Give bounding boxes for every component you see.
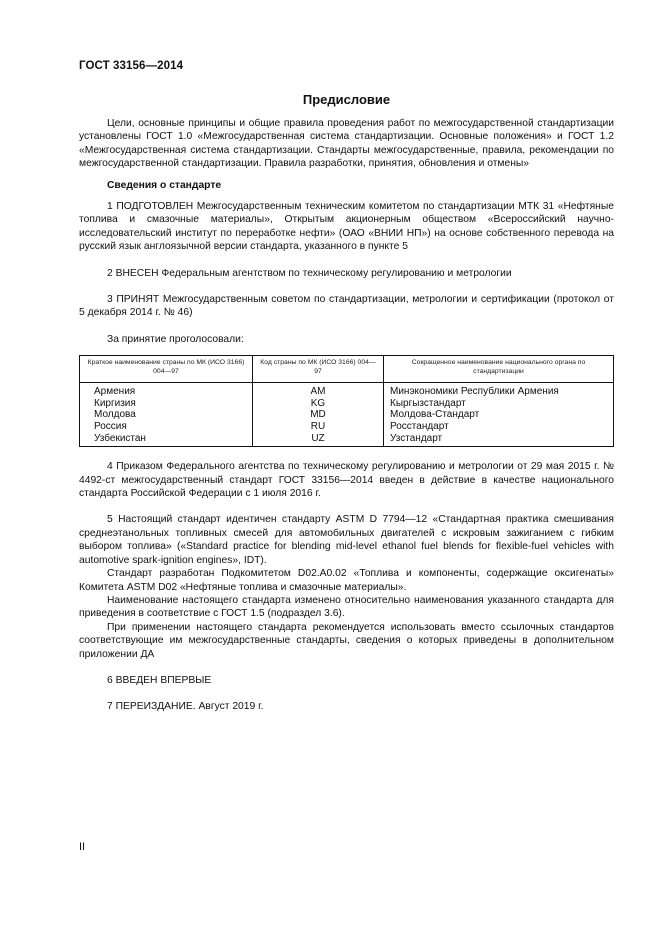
item-3-paragraph: 3 ПРИНЯТ Межгосударственным советом по стандартизации, метрологии и сертификации (протокол от 5 декабря 2014 г. № 46) — [79, 294, 614, 319]
country-cell: Россия — [80, 421, 253, 433]
votes-header-code: Код страны по МК (ИСО 3166) 004—97 — [253, 356, 384, 383]
item-5-name-change-paragraph: Наименование настоящего стандарта изменено относительно наименования указанного стандарта для приведения в соответствие с ГОСТ 1.5 (подраздел 3.6). — [79, 594, 614, 620]
code-cell: UZ — [253, 433, 384, 447]
country-cell: Армения — [80, 383, 253, 398]
spacer — [79, 687, 614, 700]
item-1-paragraph: 1 ПОДГОТОВЛЕН Межгосударственным техническим комитетом по стандартизации МТК 31 «Нефтяные топлива и смазочные материалы», Открытым акционерным обществом «Всероссийский научно-исследовательский институт по переработке нефти» (ОАО «ВНИИ НП») на основе собственного перевода на русский язык англоязычной версии стандарта, указанного в пункте 5 — [79, 201, 614, 253]
agency-cell: Кыргызстандарт — [390, 397, 466, 409]
table-row — [80, 433, 614, 447]
code-cell: KG — [253, 398, 384, 410]
item-4-paragraph: 4 Приказом Федерального агентства по техническому регулированию и метрологии от 29 мая 2015 г. № 4492-ст межгосударственный стандарт ГОСТ 33156—2014 введен в действие в качестве национального стандарта Российской Федерации с 1 июля 2016 г. — [79, 461, 614, 500]
votes-header-body: Сокращенное наименование национального органа по стандартизации — [384, 356, 614, 383]
spacer — [79, 320, 614, 333]
item-5-references-paragraph: При применении настоящего стандарта рекомендуется использовать вместо ссылочных стандартов соответствующие им межгосударственные стандарты, сведения о которых приведены в дополнительном приложении ДА — [79, 621, 614, 660]
page-number: II — [79, 841, 86, 853]
agency-cell: Минэкономики Республики Армения — [390, 386, 559, 398]
item-2-paragraph: 2 ВНЕСЕН Федеральным агентством по техническому регулированию и метрологии — [107, 267, 512, 279]
spacer — [79, 254, 614, 267]
table-row — [80, 409, 614, 421]
spacer — [79, 192, 614, 200]
document-code-header: ГОСТ 33156—2014 — [79, 60, 184, 72]
country-cell: Узбекистан — [80, 433, 253, 447]
item-5-developer-paragraph: Стандарт разработан Подкомитетом D02.A0.02 «Топлива и компоненты, содержащие оксигенаты» Комитета ASTM D02 «Нефтяные топлива и смазочные материалы». — [79, 568, 614, 593]
spacer — [79, 280, 614, 293]
agency-cell: Узстандарт — [390, 432, 443, 444]
votes-label: За принятие проголосовали: — [107, 333, 244, 345]
spacer — [79, 447, 614, 460]
country-cell: Киргизия — [80, 398, 253, 410]
intro-paragraph: Цели, основные принципы и общие правила проведения работ по межгосударственной стандартизации установлены ГОСТ 1.0 «Межгосударственная система стандартизации. Основные положения» и ГОСТ 1.2 «Межгосударственная система стандартизации. Стандарты межгосударственные, правила, рекомендации по межгосударственной стандартизации. Правила разработки, принятия, обновления и отмены» — [79, 118, 614, 170]
table-row — [80, 421, 614, 433]
votes-table — [79, 355, 614, 447]
table-row — [80, 398, 614, 410]
spacer — [79, 500, 614, 513]
votes-table-header-row — [80, 356, 614, 383]
item-6-paragraph: 6 ВВЕДЕН ВПЕРВЫЕ — [107, 674, 212, 686]
spacer — [79, 661, 614, 674]
item-7-paragraph: 7 ПЕРЕИЗДАНИЕ. Август 2019 г. — [107, 701, 264, 713]
code-cell: MD — [253, 409, 384, 421]
table-row — [80, 383, 614, 398]
country-cell: Молдова — [80, 409, 253, 421]
section-heading: Сведения о стандарте — [107, 179, 222, 191]
code-cell: RU — [253, 421, 384, 433]
page-title: Предисловие — [302, 92, 391, 107]
agency-cell: Росстандарт — [390, 421, 449, 433]
item-5-paragraph: 5 Настоящий стандарт идентичен стандарту ASTM D 7794—12 «Стандартная практика смешивания среднеэтанольных топливных смесей для автомобильных двигателей с искровым зажиганием с гибким выбором топлива» («Standard practice for blending mid-level ethanol fuel blends for flexible-fuel vehicles with automotive spark-ignition engines», IDT). — [79, 514, 614, 566]
votes-header-country: Краткое наименование страны по МК (ИСО 3166) 004—97 — [80, 356, 253, 383]
document-body — [79, 117, 614, 714]
agency-cell: Молдова-Стандарт — [390, 409, 480, 421]
code-cell: AM — [253, 383, 384, 398]
